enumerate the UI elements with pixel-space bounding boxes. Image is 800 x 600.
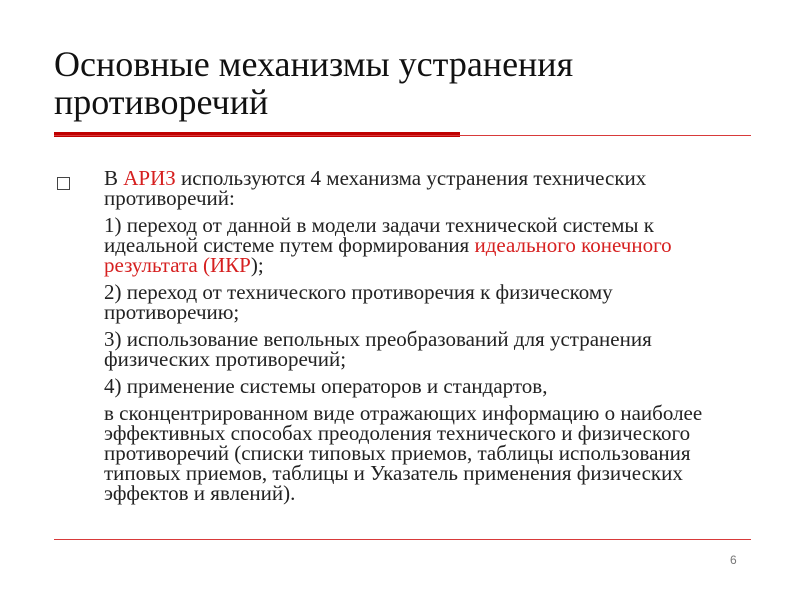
footer-divider <box>54 539 751 540</box>
intro-prefix: В <box>104 166 124 190</box>
mechanism-1-tail: ); <box>250 253 264 277</box>
slide-title: Основные механизмы устранения противоречий <box>54 44 574 122</box>
mechanism-1-text: 1) переход от данной в модели задачи технической системы к идеальной системе путем формирования <box>104 213 654 257</box>
ikr-term: идеального конечного результата (ИКР <box>104 233 672 277</box>
ariz-term: АРИЗ <box>123 166 176 190</box>
page-number: 6 <box>730 553 737 567</box>
slide-body <box>104 168 704 503</box>
mechanism-4: 4) применение системы операторов и стандартов, <box>104 374 548 398</box>
mechanism-4-continuation: в сконцентрированном виде отражающих информацию о наиболее эффективных способах преодоления технического и физического противоречий (списки типовых приемов, таблицы использования типовых приемов, таблицы и Указатель применения физических эффектов и явлений). <box>104 401 703 505</box>
mechanism-2: 2) переход от технического противоречия к физическому противоречию; <box>104 280 613 324</box>
title-divider <box>54 135 751 136</box>
mechanism-3: 3) использование вепольных преобразований для устранения физических противоречий; <box>104 327 652 371</box>
intro-paragraph <box>104 168 704 208</box>
mechanism-1 <box>104 215 704 275</box>
intro-suffix: используются 4 механизма устранения технических противоречий: <box>104 166 647 210</box>
square-bullet-icon <box>57 177 70 190</box>
